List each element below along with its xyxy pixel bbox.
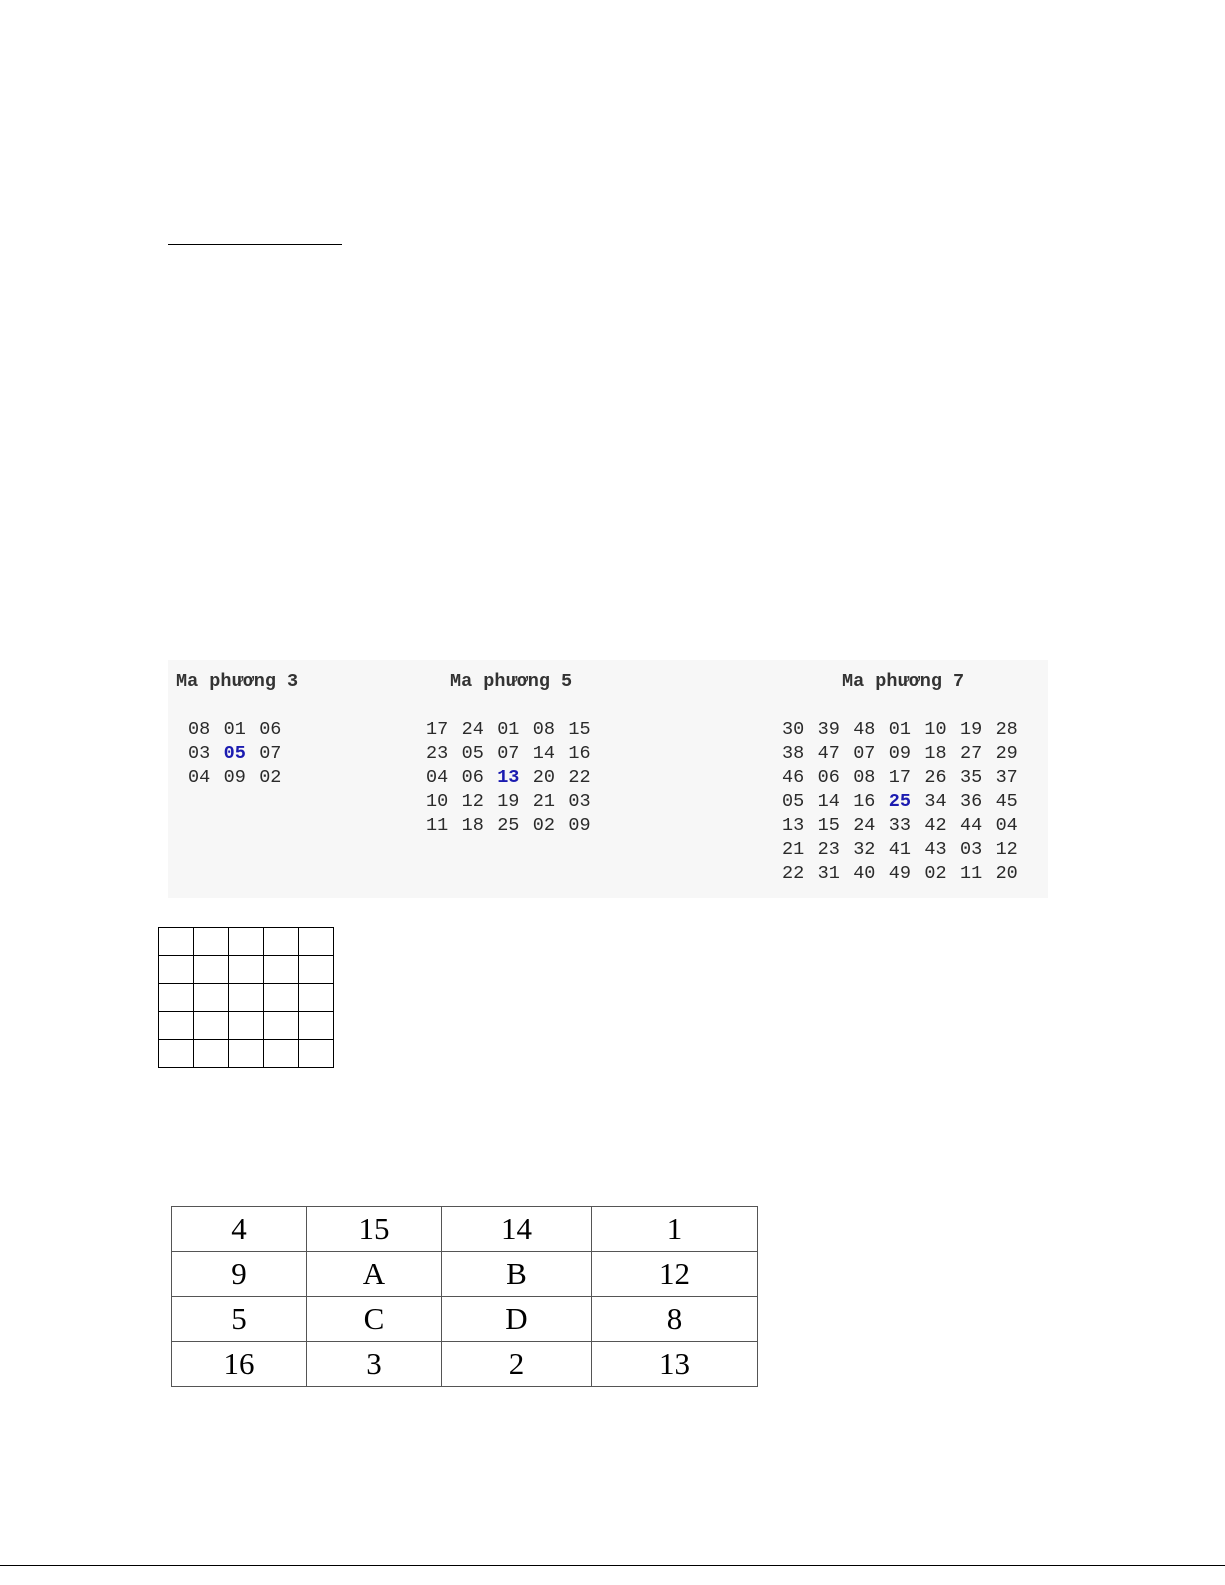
- empty-grid-cell: [159, 1012, 194, 1040]
- magic-square-5-block: [426, 670, 604, 838]
- empty-grid-cell: [159, 1040, 194, 1068]
- magic-square-3-block: [176, 670, 298, 790]
- magic-square-cell: 02: [924, 863, 947, 884]
- magic-square-cell: 30: [782, 719, 805, 740]
- magic-square-cell: 41: [888, 839, 911, 860]
- puzzle-4x4-table: [171, 1206, 758, 1387]
- magic-square-cell: 04: [995, 815, 1018, 836]
- magic-square-cell: 29: [995, 743, 1018, 764]
- empty-grid-cell: [264, 956, 299, 984]
- empty-grid-cell: [159, 956, 194, 984]
- magic-square-row: [782, 838, 1031, 862]
- bottom-horizontal-rule: [0, 1565, 1225, 1566]
- empty-grid-row: [159, 984, 334, 1012]
- magic-square-row: [782, 718, 1031, 742]
- magic-square-cell: 03: [959, 839, 983, 860]
- magic-square-cell: 06: [259, 719, 282, 740]
- magic-square-cell: 24: [853, 815, 876, 836]
- magic-square-row: [426, 790, 604, 814]
- magic-square-cell: 03: [568, 791, 591, 812]
- magic-square-row: [426, 718, 604, 742]
- puzzle-cell: 12: [592, 1252, 758, 1297]
- empty-grid-cell: [264, 1012, 299, 1040]
- empty-grid-cell: [194, 984, 229, 1012]
- empty-grid-cell: [264, 984, 299, 1012]
- magic-square-row: [188, 766, 298, 790]
- magic-square-cell: 35: [959, 767, 983, 788]
- magic-square-cell: 38: [782, 743, 805, 764]
- magic-square-cell: 10: [426, 791, 449, 812]
- puzzle-cell: C: [307, 1297, 442, 1342]
- magic-square-cell: 07: [259, 743, 282, 764]
- puzzle-cell: D: [442, 1297, 592, 1342]
- magic-square-cell: 07: [497, 743, 520, 764]
- magic-square-cell: 16: [568, 743, 591, 764]
- puzzle-cell: 13: [592, 1342, 758, 1387]
- magic-square-cell: 09: [223, 767, 246, 788]
- magic-square-row: [426, 766, 604, 790]
- magic-square-cell: 10: [924, 719, 947, 740]
- puzzle-row: [172, 1342, 758, 1387]
- magic-square-cell: 08: [188, 719, 211, 740]
- magic-square-cell: 32: [853, 839, 876, 860]
- magic-square-cell: 20: [532, 767, 555, 788]
- magic-square-cell: 21: [532, 791, 555, 812]
- magic-square-cell: 14: [532, 743, 555, 764]
- puzzle-row: [172, 1297, 758, 1342]
- magic-square-7-grid: [782, 718, 1031, 886]
- magic-square-cell: 14: [817, 791, 840, 812]
- magic-square-cell: 06: [817, 767, 840, 788]
- magic-square-cell: 39: [817, 719, 840, 740]
- magic-square-cell: 34: [924, 791, 947, 812]
- magic-square-5-title: Ma phương 5: [450, 671, 573, 692]
- empty-grid-cell: [299, 956, 334, 984]
- magic-square-cell: 36: [959, 791, 983, 812]
- puzzle-cell: 14: [442, 1207, 592, 1252]
- magic-square-cell: 18: [924, 743, 947, 764]
- magic-square-cell: 11: [426, 815, 449, 836]
- empty-grid-cell: [299, 928, 334, 956]
- magic-square-row: [426, 742, 604, 766]
- magic-square-cell: 09: [888, 743, 911, 764]
- magic-square-cell: 13: [782, 815, 805, 836]
- empty-grid-cell: [194, 1012, 229, 1040]
- magic-square-cell: 15: [817, 815, 840, 836]
- empty-grid-cell: [229, 1012, 264, 1040]
- magic-square-cell: 11: [959, 863, 983, 884]
- magic-square-cell: 44: [959, 815, 983, 836]
- empty-grid-cell: [194, 1040, 229, 1068]
- magic-square-cell: 18: [461, 815, 484, 836]
- magic-square-center-cell: 25: [888, 791, 911, 812]
- magic-square-cell: 04: [426, 767, 449, 788]
- magic-square-cell: 17: [888, 767, 911, 788]
- top-horizontal-rule: [168, 244, 342, 245]
- puzzle-cell: 15: [307, 1207, 442, 1252]
- magic-square-cell: 07: [853, 743, 876, 764]
- empty-grid-cell: [299, 984, 334, 1012]
- magic-square-3-grid: [188, 718, 298, 790]
- magic-square-3-title: Ma phương 3: [176, 671, 299, 692]
- magic-square-5-grid: [426, 718, 604, 838]
- magic-square-cell: 43: [924, 839, 947, 860]
- magic-square-cell: 16: [853, 791, 876, 812]
- magic-square-cell: 24: [461, 719, 484, 740]
- magic-square-cell: 25: [497, 815, 520, 836]
- magic-square-cell: 27: [959, 743, 983, 764]
- magic-square-cell: 01: [223, 719, 246, 740]
- puzzle-cell: 4: [172, 1207, 307, 1252]
- magic-square-cell: 26: [924, 767, 947, 788]
- empty-grid-cell: [194, 956, 229, 984]
- magic-square-7-title: Ma phương 7: [842, 671, 965, 692]
- magic-square-row: [782, 862, 1031, 886]
- magic-square-cell: 20: [995, 863, 1018, 884]
- magic-square-row: [426, 814, 604, 838]
- magic-square-cell: 01: [888, 719, 911, 740]
- empty-grid-cell: [229, 956, 264, 984]
- magic-square-cell: 22: [782, 863, 805, 884]
- magic-square-cell: 15: [568, 719, 591, 740]
- magic-square-cell: 49: [888, 863, 911, 884]
- magic-square-cell: 02: [532, 815, 555, 836]
- puzzle-row: [172, 1207, 758, 1252]
- magic-square-center-cell: 13: [497, 767, 520, 788]
- magic-square-cell: 01: [497, 719, 520, 740]
- empty-grid-cell: [194, 928, 229, 956]
- empty-grid-cell: [159, 984, 194, 1012]
- empty-5x5-grid: [158, 927, 334, 1068]
- magic-square-row: [188, 718, 298, 742]
- magic-square-cell: 19: [959, 719, 983, 740]
- magic-square-cell: 45: [995, 791, 1018, 812]
- puzzle-cell: 1: [592, 1207, 758, 1252]
- puzzle-cell: 8: [592, 1297, 758, 1342]
- magic-square-cell: 21: [782, 839, 805, 860]
- puzzle-cell: 9: [172, 1252, 307, 1297]
- magic-square-cell: 47: [817, 743, 840, 764]
- puzzle-cell: B: [442, 1252, 592, 1297]
- empty-grid-cell: [159, 928, 194, 956]
- magic-square-cell: 05: [461, 743, 484, 764]
- magic-square-7-block: [782, 670, 1031, 886]
- magic-squares-panel: [168, 660, 1048, 898]
- magic-square-cell: 17: [426, 719, 449, 740]
- magic-square-cell: 09: [568, 815, 591, 836]
- empty-grid-row: [159, 956, 334, 984]
- magic-square-cell: 42: [924, 815, 947, 836]
- magic-square-cell: 46: [782, 767, 805, 788]
- magic-square-cell: 03: [188, 743, 211, 764]
- magic-square-cell: 08: [532, 719, 555, 740]
- empty-grid-row: [159, 1040, 334, 1068]
- magic-square-cell: 22: [568, 767, 591, 788]
- empty-grid-cell: [264, 1040, 299, 1068]
- magic-square-cell: 23: [817, 839, 840, 860]
- puzzle-cell: 5: [172, 1297, 307, 1342]
- magic-square-row: [782, 790, 1031, 814]
- magic-square-cell: 06: [461, 767, 484, 788]
- empty-grid-cell: [229, 928, 264, 956]
- magic-square-cell: 08: [853, 767, 876, 788]
- magic-square-row: [782, 742, 1031, 766]
- empty-grid-row: [159, 1012, 334, 1040]
- magic-square-cell: 48: [853, 719, 876, 740]
- puzzle-cell: A: [307, 1252, 442, 1297]
- empty-grid-row: [159, 928, 334, 956]
- magic-square-cell: 02: [259, 767, 282, 788]
- empty-grid-cell: [264, 928, 299, 956]
- magic-square-center-cell: 05: [223, 743, 246, 764]
- magic-square-cell: 31: [817, 863, 840, 884]
- magic-square-cell: 19: [497, 791, 520, 812]
- empty-grid-cell: [229, 1040, 264, 1068]
- puzzle-row: [172, 1252, 758, 1297]
- magic-square-cell: 37: [995, 767, 1018, 788]
- puzzle-cell: 3: [307, 1342, 442, 1387]
- magic-square-cell: 12: [461, 791, 484, 812]
- empty-grid-cell: [299, 1040, 334, 1068]
- empty-grid-cell: [299, 1012, 334, 1040]
- empty-grid-cell: [229, 984, 264, 1012]
- magic-square-row: [188, 742, 298, 766]
- magic-square-cell: 28: [995, 719, 1018, 740]
- magic-square-cell: 23: [426, 743, 449, 764]
- magic-square-cell: 33: [888, 815, 911, 836]
- magic-square-cell: 04: [188, 767, 211, 788]
- puzzle-cell: 16: [172, 1342, 307, 1387]
- magic-square-cell: 12: [995, 839, 1018, 860]
- magic-square-row: [782, 814, 1031, 838]
- magic-square-cell: 40: [853, 863, 876, 884]
- puzzle-cell: 2: [442, 1342, 592, 1387]
- magic-square-row: [782, 766, 1031, 790]
- magic-square-cell: 05: [782, 791, 805, 812]
